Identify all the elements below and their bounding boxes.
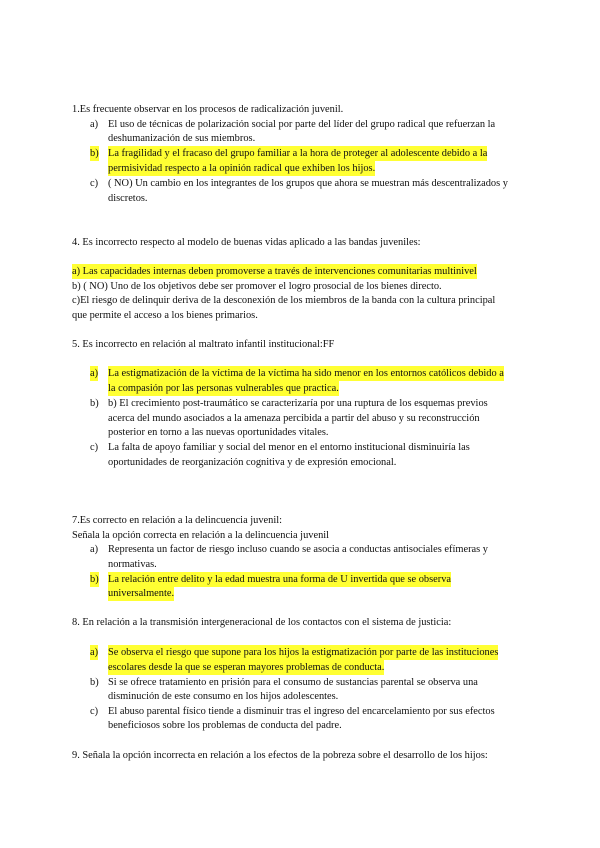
q4-option-c-line1: c)El riesgo de delinquir deriva de la desconexión de los miembros de la banda con la cultura principal xyxy=(72,295,496,306)
q5-option-b-label: b) xyxy=(90,398,99,409)
q1-option-b-label: b) xyxy=(90,148,99,159)
q1-option-c-line2: discretos. xyxy=(108,193,148,204)
q5-option-a-line1: La estigmatización de la víctima de la víctima ha sido menor en los entornos católicos debido a xyxy=(108,368,504,379)
q8-option-b-line2: disminución de este consumo en los hijos adolescentes. xyxy=(108,691,339,702)
q7-option-a-label: a) xyxy=(90,544,99,555)
q8-option-b-line1: Si se ofrece tratamiento en prisión para el consumo de sustancias parental se observa una xyxy=(108,677,478,688)
q7-option-b-line1: La relación entre delito y la edad muestra una forma de U invertida que se observa xyxy=(108,574,452,585)
q5-option-c-line1: La falta de apoyo familiar y social del menor en el entorno institucional disminuiría las xyxy=(108,442,470,453)
question-7-stem-2: Señala la opción correcta en relación a la delincuencia juvenil xyxy=(72,530,330,541)
question-4-stem: 4. Es incorrecto respecto al modelo de buenas vidas aplicado a las bandas juveniles: xyxy=(72,237,421,248)
q1-option-a-line2: deshumanización de sus miembros. xyxy=(108,133,256,144)
q5-option-a-line2: la compasión por las personas vulnerables que practica. xyxy=(108,383,339,394)
q5-option-c-line2: oportunidades de reorganización cognitiva y de expresión emocional. xyxy=(108,457,397,468)
q5-option-b-line3: posterior en torno a las nuevas oportunidades vitales. xyxy=(108,427,329,438)
q1-option-c-line1: ( NO) Un cambio en los integrantes de los grupos que ahora se muestran más descentralizados y xyxy=(108,178,508,189)
question-1-stem: 1.Es frecuente observar en los procesos de radicalización juvenil. xyxy=(72,104,344,115)
q4-option-c-line2: que permite el acceso a los bienes primarios. xyxy=(72,310,258,321)
q8-option-c-line2: beneficiosos sobre los problemas de conducta del padre. xyxy=(108,720,342,731)
q8-option-a-label: a) xyxy=(90,647,99,658)
q8-option-c-label: c) xyxy=(90,706,99,717)
q1-option-a-label: a) xyxy=(90,119,99,130)
q1-option-c-label: c) xyxy=(90,178,99,189)
q8-option-c-line1: El abuso parental físico tiende a disminuir tras el ingreso del encarcelamiento por sus efectos xyxy=(108,706,495,717)
q8-option-a-line2: escolares desde la que se esperan mayores problemas de conducta. xyxy=(108,662,385,673)
question-9-stem: 9. Señala la opción incorrecta en relación a los efectos de la pobreza sobre el desarrollo de los hijos: xyxy=(72,750,488,761)
q7-option-b-label: b) xyxy=(90,574,99,585)
q5-option-b-line1: b) El crecimiento post-traumático se caracterizaría por una ruptura de los esquemas previos xyxy=(108,398,488,409)
q5-option-c-label: c) xyxy=(90,442,99,453)
q1-option-a-line1: El uso de técnicas de polarización social por parte del líder del grupo radical que refuerzan la xyxy=(108,119,496,130)
question-8-stem: 8. En relación a la transmisión intergeneracional de los contactos con el sistema de justicia: xyxy=(72,617,452,628)
q8-option-a-line1: Se observa el riesgo que supone para los hijos la estigmatización por parte de las instituciones xyxy=(108,647,499,658)
q4-option-b: b) ( NO) Uno de los objetivos debe ser promover el logro prosocial de los bienes directo. xyxy=(72,281,442,292)
q7-option-a-line1: Representa un factor de riesgo incluso cuando se asocia a conductas antisociales efímeras y xyxy=(108,544,488,555)
question-5-stem: 5. Es incorrecto en relación al maltrato infantil institucional:FF xyxy=(72,339,335,350)
q5-option-a-label: a) xyxy=(90,368,99,379)
q4-option-a: a) Las capacidades internas deben promoverse a través de intervenciones comunitarias multinivel xyxy=(72,266,477,277)
q5-option-b-line2: acerca del mundo asociados a la amenaza percibida a partir del abuso y su reconstrucción xyxy=(108,413,480,424)
q1-option-b-line2: permisividad respecto a la opinión radical que exhiben los hijos. xyxy=(108,163,376,174)
q1-option-b-line1: La fragilidad y el fracaso del grupo familiar a la hora de proteger al adolescente debido a la xyxy=(108,148,488,159)
q7-option-b-line2: universalmente. xyxy=(108,588,175,599)
question-7-stem: 7.Es correcto en relación a la delincuencia juvenil: xyxy=(72,515,283,526)
q8-option-b-label: b) xyxy=(90,677,99,688)
q7-option-a-line2: normativas. xyxy=(108,559,157,570)
